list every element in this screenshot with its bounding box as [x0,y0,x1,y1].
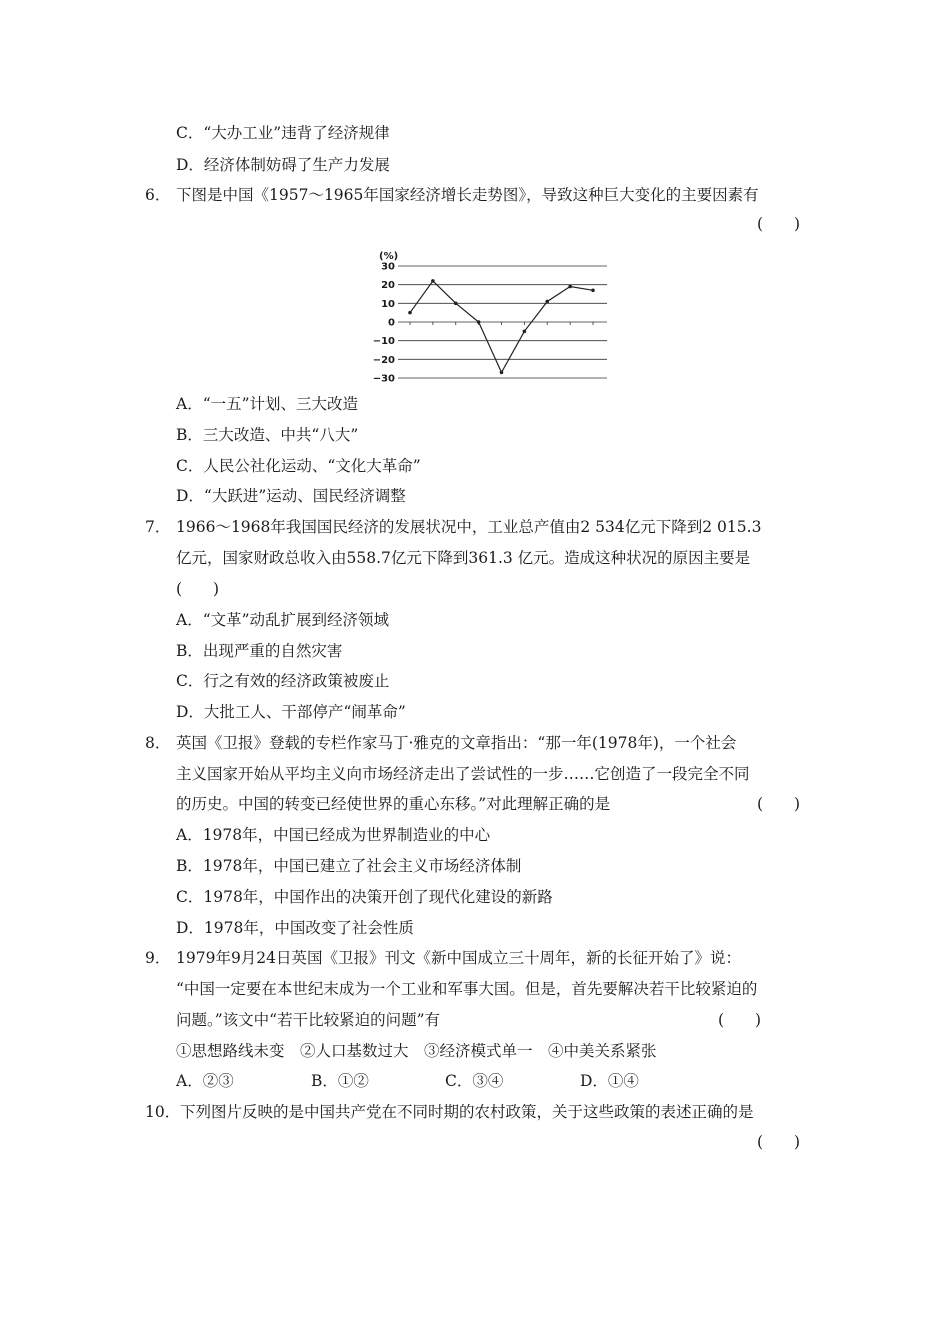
data-point [545,300,549,304]
q8-line-3: 的历史。中国的转变已经使世界的重心东移。”对此理解正确的是 [176,795,611,813]
y-tick-label: 10 [381,298,395,310]
q7-option-c: C．行之有效的经济政策被废止 [176,672,390,690]
y-tick-label: 20 [381,280,395,292]
data-point [500,371,504,375]
q6-option-d: D．“大跃进”运动、国民经济调整 [176,487,406,505]
q9-line-3: 问题。”该文中“若干比较紧迫的问题”有 [176,1011,441,1029]
q10-answer-bracket: ( ) [757,1133,801,1151]
y-tick-label: −30 [372,373,395,384]
q7-line-2: 亿元，国家财政总收入由558.7亿元下降到361.3 亿元。造成这种状况的原因主要是 [176,549,751,567]
q7-answer-bracket: ( ) [176,580,220,598]
q9-number: 9． [145,949,171,967]
q10-number: 10． [145,1103,181,1121]
economic-growth-chart [365,244,615,384]
q5-option-c: C．“大办工业”违背了经济规律 [176,124,390,142]
q6-number: 6． [145,186,171,204]
data-point [454,302,458,306]
q9-option-a: A．②③ [176,1072,234,1090]
q7-option-a: A．“文革”动乱扩展到经济领域 [176,611,390,629]
x-tick-marks [410,322,593,325]
q6-answer-bracket: ( ) [757,215,801,233]
q9-option-b: B．①② [311,1072,369,1090]
q7-number: 7． [145,518,171,536]
y-tick-label: 30 [381,261,395,273]
q6-option-b: B．三大改造、中共“八大” [176,426,359,444]
chart-grid [398,266,607,378]
q10-text: 下列图片反映的是中国共产党在不同时期的农村政策，关于这些政策的表述正确的是 [180,1103,754,1121]
q6-option-c: C．人民公社化运动、“文化大革命” [176,457,421,475]
q8-number: 8． [145,734,171,752]
data-point [568,285,572,289]
q9-line-2: “中国一定要在本世纪末成为一个工业和军事大国。但是，首先要解决若干比较紧迫的 [176,980,758,998]
q9-line-1: 1979年9月24日英国《卫报》刊文《新中国成立三十周年，新的长征开始了》说： [176,949,742,967]
q5-option-d: D．经济体制妨碍了生产力发展 [176,156,390,174]
q7-line-1: 1966～1968年我国国民经济的发展状况中，工业总产值由2 534亿元下降到2 015.3 [176,518,762,536]
q8-option-b: B．1978年，中国已建立了社会主义市场经济体制 [176,857,522,875]
q9-option-c: C．③④ [445,1072,504,1090]
q8-answer-bracket: ( ) [757,795,801,813]
q8-line-1: 英国《卫报》登载的专栏作家马丁·雅克的文章指出：“那一年(1978年)，一个社会 [176,734,737,752]
y-tick-label: −20 [372,354,395,366]
data-point [408,311,412,315]
q6-option-a: A．“一五”计划、三大改造 [176,395,359,413]
q8-line-2: 主义国家开始从平均主义向市场经济走出了尝试性的一步……它创造了一段完全不同 [176,765,750,783]
y-tick-labels [373,262,395,385]
data-points [408,279,595,374]
data-point [477,320,481,324]
series-line [410,281,593,373]
q8-option-a: A．1978年，中国已经成为世界制造业的中心 [176,826,491,844]
q6-text: 下图是中国《1957～1965年国家经济增长走势图》，导致这种巨大变化的主要因素有 [176,186,759,204]
y-tick-label: −10 [372,336,395,348]
q9-items: ①思想路线未变 ②人口基数过大 ③经济模式单一 ④中美关系紧张 [176,1042,657,1060]
q8-option-d: D．1978年，中国改变了社会性质 [176,919,414,937]
q9-option-d: D．①④ [580,1072,639,1090]
data-point [431,279,435,283]
data-point [523,330,527,334]
q9-answer-bracket: ( ) [718,1011,762,1029]
q7-option-b: B．出现严重的自然灾害 [176,642,343,660]
y-tick-label: 0 [388,317,395,329]
line-chart-svg [365,244,615,384]
q7-option-d: D．大批工人、干部停产“闹革命” [176,703,406,721]
data-point [591,288,595,292]
q8-option-c: C．1978年，中国作出的决策开创了现代化建设的新路 [176,888,553,906]
y-axis-label: (%) [379,251,399,262]
